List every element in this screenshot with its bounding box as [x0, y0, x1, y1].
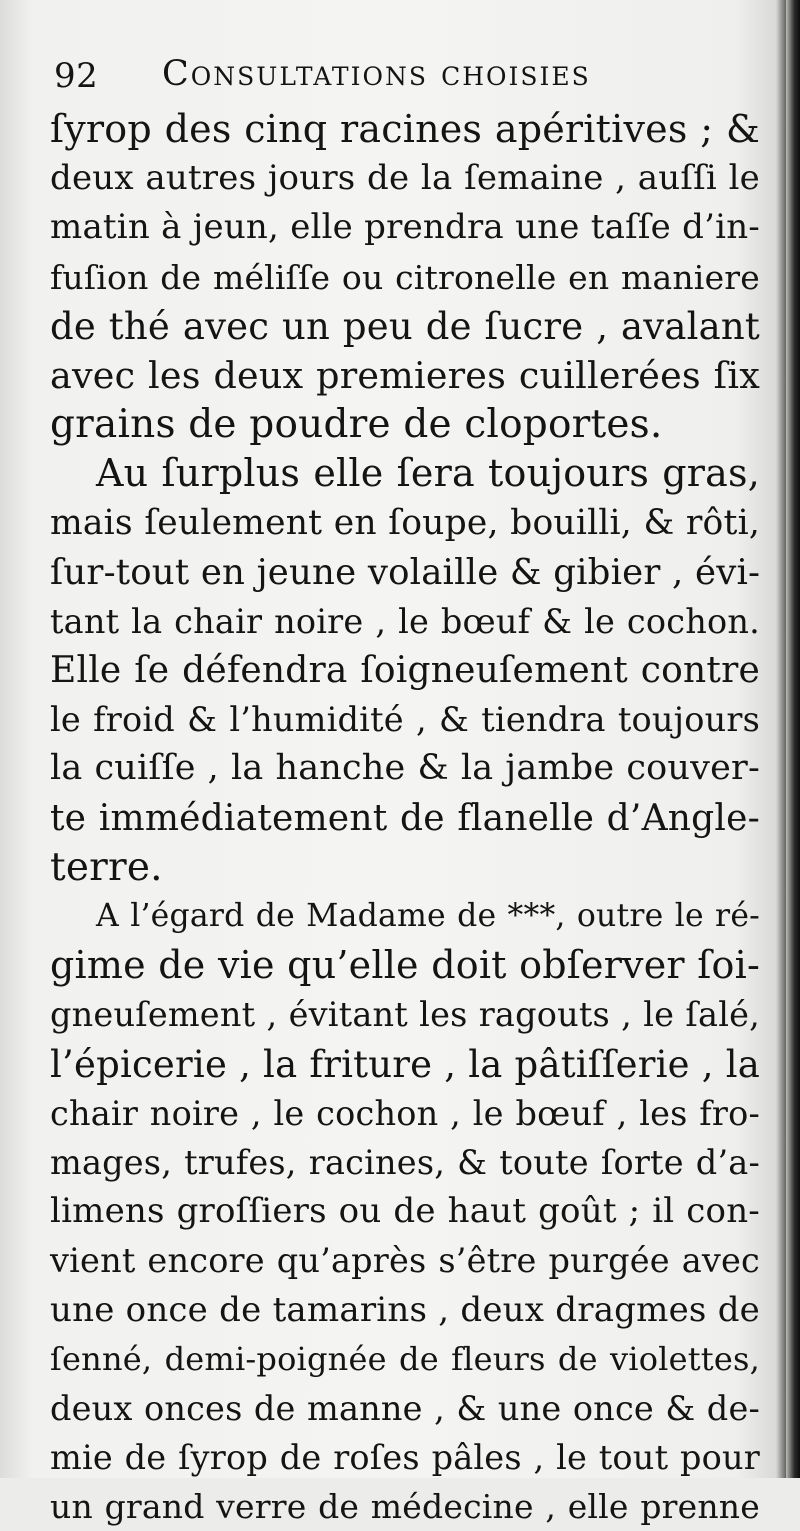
text-line: avec les deux premieres cuillerées ſix [50, 353, 760, 397]
text-line: chair noire , le cochon , le bœuf , les fro- [50, 1093, 760, 1133]
body-text [50, 105, 760, 1531]
text-line: la cuiſſe , la hanche & la jambe couver- [50, 748, 760, 789]
page-number: 92 [54, 56, 99, 96]
text-line: grains de poudre de cloportes. [50, 402, 663, 448]
text-line: deux onces de manne , & une once & de- [50, 1388, 760, 1428]
running-title: Consultations choisies [162, 54, 591, 94]
text-line: tant la chair noire , le bœuf & le cochon. [50, 601, 760, 641]
text-line: de thé avec un peu de ſucre , avalant [50, 304, 760, 348]
text-line: A l’égard de Madame de ***, outre le ré- [96, 898, 760, 934]
text-line: fuſion de méliſſe ou citronelle en maniere [50, 257, 760, 297]
text-line: ſur-tout en jeune volaille & gibier , évi- [50, 551, 761, 593]
text-line: ſyrop des cinq racines apéritives ; & [50, 107, 760, 151]
text-line: le froid & l’humidité , & tiendra toujours [50, 700, 760, 740]
text-line: mages, trufes, racines, & toute ſorte d’a- [50, 1142, 760, 1182]
text-line: matin à jeun, elle prendra une taſſe d’in- [50, 207, 760, 248]
text-line: terre. [50, 844, 163, 890]
page-edge-shadow [786, 0, 800, 1478]
text-line: vient encore qu’après s’être purgée avec [50, 1241, 760, 1281]
text-line: te immédiatement de flanelle d’Angle- [50, 797, 760, 839]
text-line: deux autres jours de la ſemaine , auſſi le [50, 158, 760, 199]
page-header [54, 54, 754, 100]
text-line: un grand verre de médecine , elle prenne [50, 1487, 760, 1527]
text-line: ſenné, demi-poignée de fleurs de violettes, [50, 1339, 760, 1378]
text-line: Au ſurplus elle ſera toujours gras, [96, 451, 760, 496]
text-line: une once de tamarins , deux dragmes de [50, 1289, 760, 1330]
text-line: Elle ſe défendra ſoigneuſement contre [50, 650, 760, 692]
text-line: gneuſement , évitant les ragouts , le ſalé, [50, 995, 760, 1035]
text-line: mie de ſyrop de roſes pâles , le tout pour [50, 1438, 760, 1478]
text-line: mais ſeulement en ſoupe, bouilli, & rôti, [50, 502, 760, 543]
text-line: limens groſſiers ou de haut goût ; il con- [50, 1191, 760, 1232]
text-line: gime de vie qu’elle doit obſerver ſoi- [50, 943, 760, 988]
text-line: l’épicerie , la friture , la pâtiſſerie , la [50, 1042, 760, 1086]
